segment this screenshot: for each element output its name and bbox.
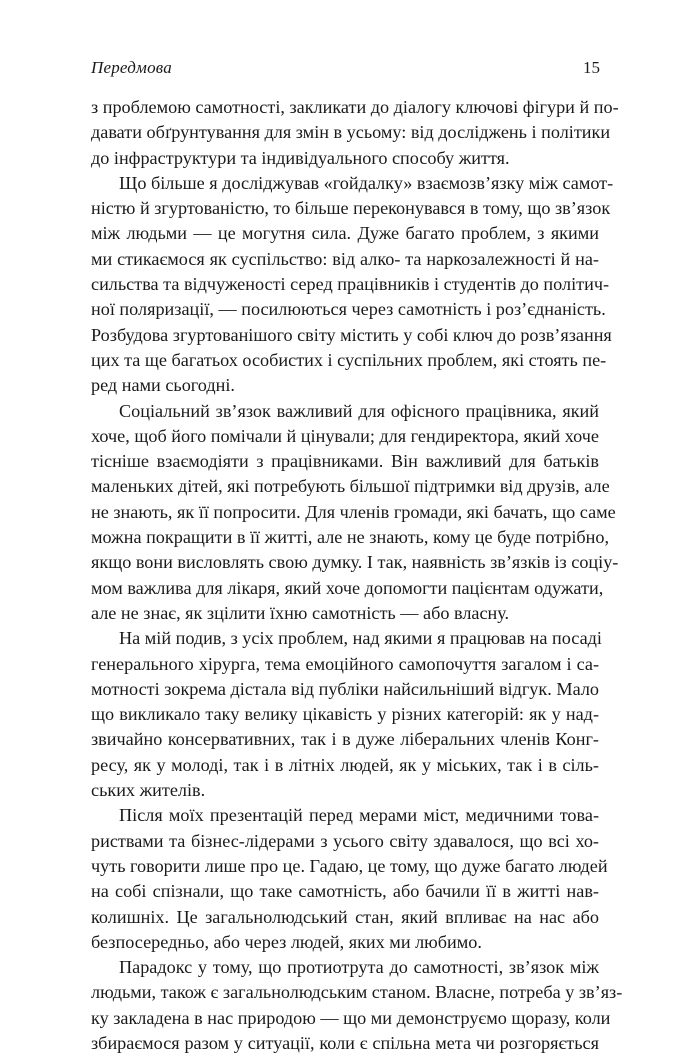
text-line: можна покращити в її житті, але не знають, кому це буде потрібно, [91,527,610,548]
text-line: ських жителів. [91,780,206,801]
text-line: мотності зокрема дістала від публіки найсильніший відгук. Мало [91,678,599,699]
text-line: Парадокс у тому, що протиотрута до самотності, зв’язок між [119,957,599,978]
text-line: з проблемою самотності, закликати до діалогу ключові фігури й по- [91,97,619,117]
page-number: 15 [583,58,600,77]
text-line: але не знає, як зцілити їхню самотність — або власну. [91,602,510,623]
text-line: риствами та бізнес-лідерами з усього світу здавалося, що всі хо- [91,830,599,851]
text-line: безпосередньо, або через людей, яких ми любимо. [91,931,482,952]
text-line: Після моїх презентацій перед мерами міст, медичними това- [119,805,599,826]
text-line: ресу, як у молоді, так і в літніх людей, як у міських, так і в сіль- [91,754,599,775]
text-line: до інфраструктури та індивідуального способу життя. [91,147,510,168]
text-line: не знають, як її попросити. Для членів громади, які бачать, що саме [91,501,616,522]
text-line: людьми, також є загальнолюдським станом. Власне, потреба у зв’яз- [91,982,623,1003]
text-line: маленьких дітей, які потребують більшої підтримки від друзів, але [91,476,610,497]
body-text [91,95,623,1056]
text-line: чуть говорити лише про це. Гадаю, це тому, що дуже багато людей [91,855,608,876]
text-line: мом важлива для лікаря, який хоче допомогти пацієнтам одужати, [91,577,604,598]
text-line: сильства та відчуженості серед працівників і студентів до політич- [91,274,610,295]
text-line: що викликало таку велику цікавість у різних категорій: як у над- [91,704,599,725]
text-line: ми стикаємося як суспільство: від алко- та наркозалежності й на- [91,248,599,269]
text-line: ред нами сьогодні. [91,375,235,396]
paragraph [91,626,602,803]
text-line: На мій подив, з усіх проблем, над якими я працював на посаді [119,628,602,649]
text-line: ної поляризації, — посилюються через самотність і роз’єднаність. [91,299,606,320]
paragraph [91,95,619,171]
text-line: Розбудова згуртованішого світу містить у собі ключ до розв’язання [91,324,612,345]
text-line: ністю й згуртованістю, то більше переконувався в тому, що зв’язок [91,198,611,219]
text-line: тісніше взаємодіяти з працівниками. Він важливий для батьків [91,451,599,472]
text-line: Соціальний зв’язок важливий для офісного працівника, який [119,400,599,421]
text-line: цих та ще багатьох особистих і суспільних проблем, які стоять пе- [91,349,607,370]
running-head: Передмова [91,58,172,77]
text-line: генерального хірурга, тема емоційного самопочуття загалом і са- [91,653,599,674]
text-line: колишніх. Це загальнолюдський стан, який впливає на нас або [91,906,599,927]
paragraph [91,171,614,399]
text-line: між людьми — це могутня сила. Дуже багато проблем, з якими [91,223,599,244]
text-line: давати обґрунтування для змін в усьому: від досліджень і політики [91,122,611,143]
paragraph [91,955,623,1056]
paragraph [91,399,619,627]
paragraph [91,803,608,955]
text-line: збираємося разом у ситуації, коли є спільна мета чи розгоряється [91,1032,599,1053]
text-line: на собі спізнали, що таке самотність, або бачили її в житті нав- [91,881,599,902]
text-line: звичайно консервативних, так і в дуже ліберальних членів Конг- [91,729,599,750]
text-line: Що більше я досліджував «гойдалку» взаємозв’язку між самот- [119,172,614,193]
text-line: ку закладена в нас природою — що ми демонструємо щоразу, коли [91,1007,611,1028]
text-line: якщо вони висловлять свою думку. І так, наявність зв’язків із соціу- [91,552,619,573]
text-line: хоче, щоб його помічали й цінували; для гендиректора, який хоче [91,425,599,446]
